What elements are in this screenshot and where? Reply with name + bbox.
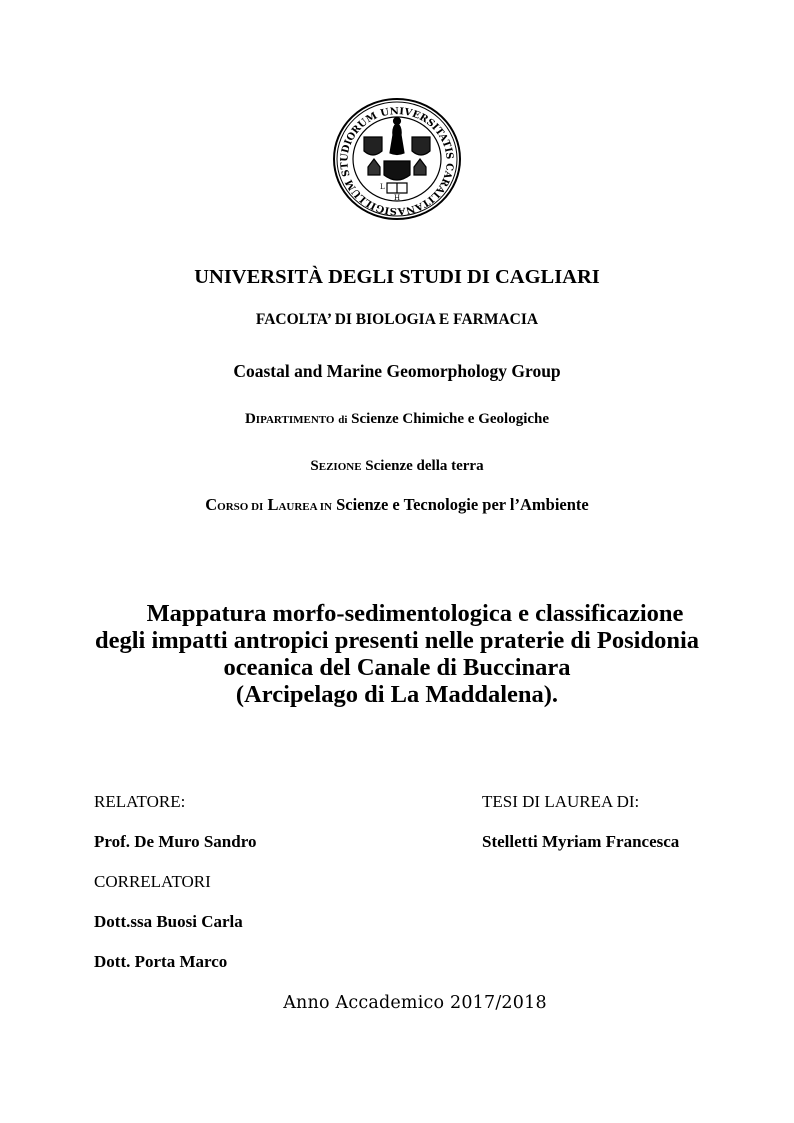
- research-group: Coastal and Marine Geomorphology Group: [233, 361, 561, 381]
- thesis-title-line: degli impatti antropici presenti nelle praterie di Posidonia: [94, 627, 700, 654]
- section-line: SEZIONE Scienze della terra: [310, 458, 484, 474]
- thesis-title-line: oceanica del Canale di Buccinara: [223, 654, 571, 681]
- academic-year: Anno Accademico 2017/2018: [283, 993, 547, 1013]
- department-line: DIPARTIMENTO di Scienze Chimiche e Geologiche: [244, 411, 550, 427]
- author-name: Stelletti Myriam Francesca: [482, 832, 680, 851]
- thesis-title: [50, 600, 744, 708]
- university-seal-icon: [332, 97, 462, 221]
- author-label: TESI DI LAUREA DI:: [482, 792, 640, 811]
- thesis-title-line: (Arcipelago di La Maddalena).: [235, 681, 559, 708]
- supervisor-name: Prof. De Muro Sandro: [94, 832, 257, 851]
- faculty-name: FACOLTA’ DI BIOLOGIA E FARMACIA: [255, 311, 539, 328]
- svg-text:SIGILLUM STUDIORUM UNIVERSITAT: SIGILLUM STUDIORUM UNIVERSITATIS CARALITANA: [339, 106, 455, 217]
- co-supervisor-name: Dott.ssa Buosi Carla: [94, 912, 243, 931]
- degree-course-line: CORSO DI LAUREA IN Scienze e Tecnologie per l’Ambiente: [205, 495, 589, 514]
- svg-text:L: L: [380, 183, 385, 191]
- university-name: UNIVERSITÀ DEGLI STUDI DI CAGLIARI: [194, 266, 600, 288]
- supervisor-label: RELATORE:: [94, 792, 186, 811]
- co-supervisor-name: Dott. Porta Marco: [94, 952, 228, 971]
- co-supervisors-label: CORRELATORI: [94, 872, 211, 891]
- thesis-title-line: Mappatura morfo-sedimentologica e classificazione: [146, 600, 684, 627]
- svg-text:H: H: [394, 194, 401, 202]
